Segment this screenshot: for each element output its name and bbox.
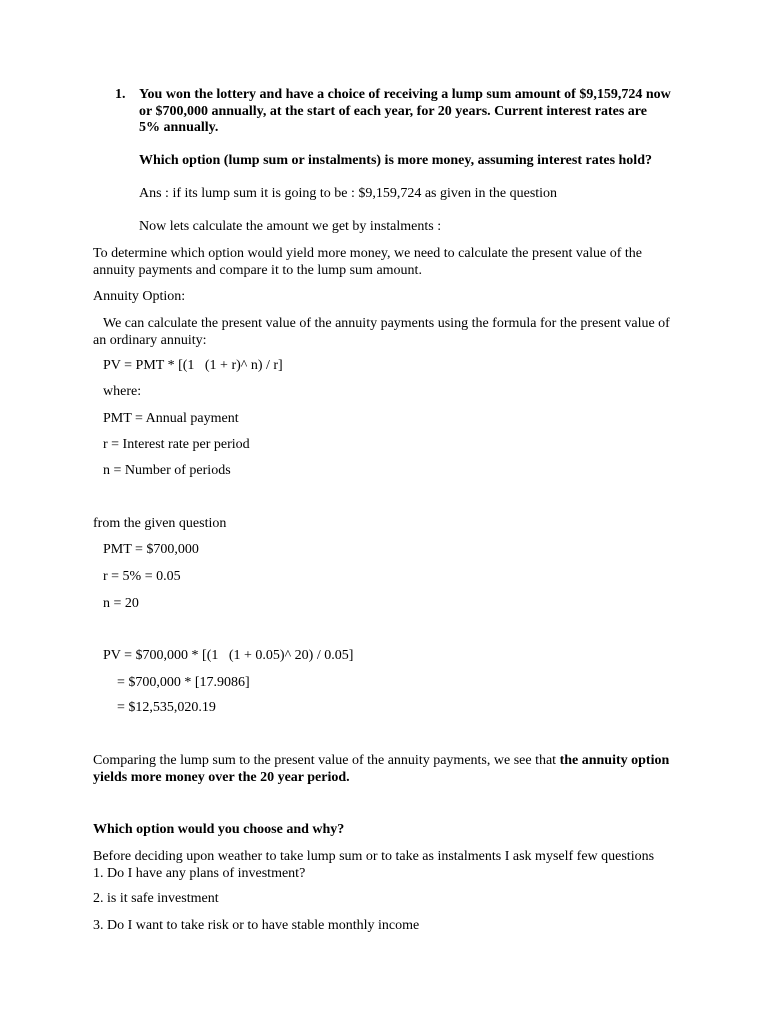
calculation-step-2: = $700,000 * [17.9086] xyxy=(117,675,250,690)
choice-intro: Before deciding upon weather to take lump sum or to take as instalments I ask myself few questions xyxy=(93,849,655,864)
intro-paragraph: To determine which option would yield more money, we need to calculate the present value of the annuity payments and compare it to the lump sum amount. xyxy=(93,246,642,278)
definition-r: r = Interest rate per period xyxy=(103,437,250,452)
definition-pmt: PMT = Annual payment xyxy=(103,411,239,426)
given-pmt: PMT = $700,000 xyxy=(103,542,199,557)
choice-question-1: 1. Do I have any plans of investment? xyxy=(93,866,306,881)
annuity-description: We can calculate the present value of the annuity payments using the formula for the present value of an ordinary annuity: xyxy=(93,316,670,348)
comparison-text: Comparing the lump sum to the present value of the annuity payments, we see that xyxy=(93,753,560,768)
comparison-conclusion: the annuity option yields more money over the 20 year period. xyxy=(93,753,670,785)
answer-text: Ans : if its lump sum it is going to be : $9,159,724 as given in the question xyxy=(139,186,558,201)
where-label: where: xyxy=(103,384,142,399)
sub-question: Which option (lump sum or instalments) is more money, assuming interest rates hold? xyxy=(139,153,652,168)
choice-question-2: 2. is it safe investment xyxy=(93,891,219,906)
question-number: 1. xyxy=(115,87,126,102)
calculation-result: = $12,535,020.19 xyxy=(117,700,216,715)
annuity-heading: Annuity Option: xyxy=(93,289,186,304)
choice-heading: Which option would you choose and why? xyxy=(93,822,345,837)
given-r: r = 5% = 0.05 xyxy=(103,569,181,584)
question-text: You won the lottery and have a choice of receiving a lump sum amount of $9,159,724 now or $700,000 annually, at the start of each year, for 20 years. Current interest rates are 5% annually. xyxy=(139,87,671,135)
pv-formula: PV = PMT * [(1 (1 + r)^ n) / r] xyxy=(103,358,283,373)
given-n: n = 20 xyxy=(103,596,139,611)
instalment-intro: Now lets calculate the amount we get by instalments : xyxy=(139,219,442,234)
choice-question-3: 3. Do I want to take risk or to have stable monthly income xyxy=(93,918,420,933)
given-heading: from the given question xyxy=(93,516,227,531)
calculation-step-1: PV = $700,000 * [(1 (1 + 0.05)^ 20) / 0.05] xyxy=(103,648,354,663)
definition-n: n = Number of periods xyxy=(103,463,231,478)
comparison-paragraph xyxy=(93,753,673,786)
